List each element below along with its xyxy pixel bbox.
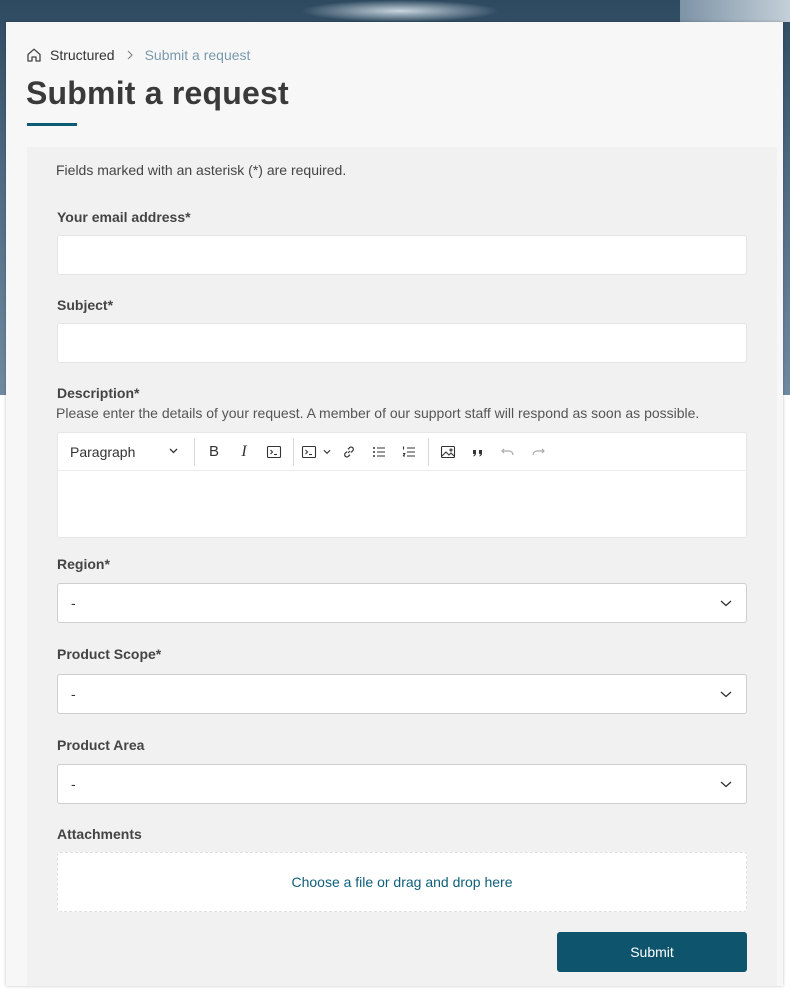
- italic-button[interactable]: [229, 433, 259, 470]
- home-icon[interactable]: [26, 47, 42, 63]
- product-area-label: Product Area: [57, 737, 145, 753]
- description-hint: Please enter the details of your request. A member of our support staff will respond as soon as possible.: [56, 405, 700, 421]
- image-button[interactable]: [433, 433, 463, 470]
- product-area-value: -: [71, 776, 76, 792]
- chevron-down-icon: [720, 779, 732, 789]
- email-label: Your email address*: [57, 209, 191, 225]
- undo-button[interactable]: [493, 433, 523, 470]
- code-button[interactable]: [259, 433, 289, 470]
- title-underline: [27, 123, 77, 126]
- image-icon: [440, 444, 456, 460]
- description-textarea[interactable]: [58, 471, 746, 537]
- undo-icon: [500, 444, 516, 460]
- paragraph-format-select[interactable]: [58, 433, 190, 470]
- code-block-dropdown[interactable]: [320, 433, 334, 470]
- chevron-down-icon: [323, 448, 331, 456]
- code-icon: [266, 444, 282, 460]
- chevron-right-icon: [125, 50, 135, 60]
- header-background-detail: [680, 0, 790, 22]
- paragraph-format-label: Paragraph: [70, 443, 136, 460]
- region-label: Region*: [57, 556, 110, 572]
- toolbar-divider: [293, 438, 294, 466]
- quote-icon: [470, 444, 486, 460]
- numbered-list-icon: [401, 444, 417, 460]
- bulleted-list-button[interactable]: [364, 433, 394, 470]
- submit-button[interactable]: Submit: [557, 932, 747, 972]
- bold-icon: B: [208, 443, 219, 460]
- breadcrumb-current[interactable]: Submit a request: [144, 47, 251, 63]
- chevron-down-icon: [720, 598, 732, 608]
- product-scope-label: Product Scope*: [57, 646, 162, 662]
- product-scope-select[interactable]: [57, 674, 747, 714]
- subject-label: Subject*: [57, 297, 114, 313]
- chevron-down-icon: [169, 447, 178, 455]
- toolbar-divider: [194, 438, 195, 466]
- product-scope-value: -: [71, 686, 76, 702]
- page-container: [6, 22, 783, 986]
- product-area-select[interactable]: [57, 764, 747, 804]
- bulleted-list-icon: [371, 444, 387, 460]
- attachments-label: Attachments: [57, 826, 142, 842]
- required-note: Fields marked with an asterisk (*) are required.: [56, 162, 347, 178]
- subject-field[interactable]: [57, 323, 747, 363]
- code-block-icon: [301, 444, 317, 460]
- link-button[interactable]: [334, 433, 364, 470]
- redo-icon: [530, 444, 546, 460]
- bold-button[interactable]: [199, 433, 229, 470]
- description-editor: [57, 432, 747, 538]
- redo-button[interactable]: [523, 433, 553, 470]
- description-label: Description*: [57, 385, 140, 401]
- request-form: [27, 147, 777, 986]
- choose-file-link[interactable]: Choose a file or drag and drop here: [291, 874, 513, 890]
- attachments-dropzone[interactable]: [57, 852, 747, 912]
- italic-icon: I: [241, 442, 247, 460]
- email-field[interactable]: [57, 235, 747, 275]
- region-select[interactable]: [57, 583, 747, 623]
- editor-toolbar: [58, 433, 746, 471]
- page-title: Submit a request: [26, 75, 289, 111]
- quote-button[interactable]: [463, 433, 493, 470]
- breadcrumb-home-link[interactable]: Structured: [50, 47, 115, 63]
- toolbar-divider: [428, 438, 429, 466]
- numbered-list-button[interactable]: [394, 433, 424, 470]
- link-icon: [341, 444, 357, 460]
- region-value: -: [71, 595, 76, 611]
- breadcrumb: [26, 47, 250, 63]
- code-block-button[interactable]: [298, 433, 320, 470]
- chevron-down-icon: [720, 689, 732, 699]
